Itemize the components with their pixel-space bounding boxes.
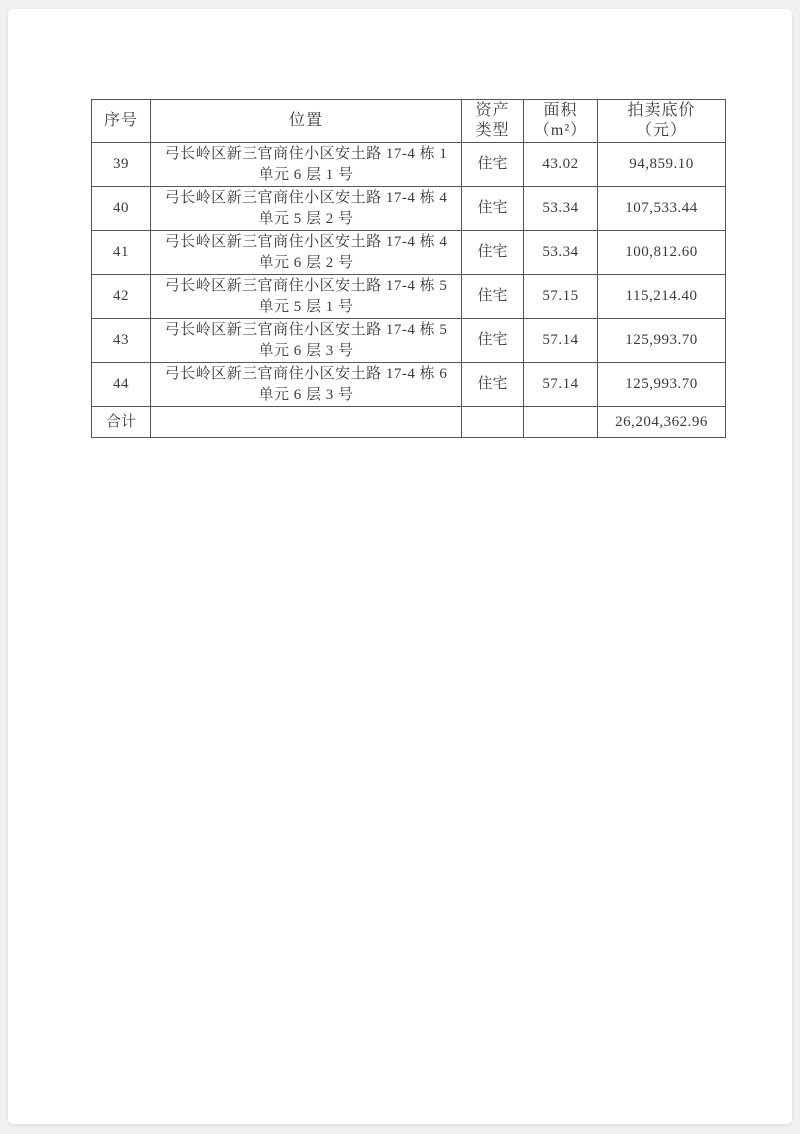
cell-index: 42 — [92, 275, 151, 319]
location-line1: 弓长岭区新三官商住小区安土路 17-4 栋 6 — [164, 366, 448, 383]
cell-area: 57.15 — [524, 275, 598, 319]
cell-price: 94,859.10 — [598, 143, 726, 187]
cell-price: 107,533.44 — [598, 187, 726, 231]
cell-location — [151, 363, 462, 407]
table-total-row — [92, 407, 726, 438]
table-row — [92, 319, 726, 363]
cell-area: 53.34 — [524, 231, 598, 275]
table-header-row — [92, 100, 726, 143]
total-price: 26,204,362.96 — [598, 407, 726, 438]
col-header-asset-type-line1: 资产 — [475, 102, 510, 119]
location-line2: 单元 6 层 2 号 — [258, 254, 354, 271]
table-row — [92, 363, 726, 407]
location-line1: 弓长岭区新三官商住小区安土路 17-4 栋 4 — [164, 190, 448, 207]
cell-asset-type: 住宅 — [462, 363, 524, 407]
cell-index: 40 — [92, 187, 151, 231]
asset-auction-table — [91, 99, 726, 438]
cell-location — [151, 231, 462, 275]
cell-index: 43 — [92, 319, 151, 363]
table-row — [92, 187, 726, 231]
cell-location — [151, 143, 462, 187]
location-line2: 单元 6 层 1 号 — [258, 166, 354, 183]
cell-price: 115,214.40 — [598, 275, 726, 319]
cell-area: 57.14 — [524, 363, 598, 407]
location-line2: 单元 5 层 1 号 — [258, 298, 354, 315]
col-header-area — [524, 100, 598, 143]
cell-asset-type: 住宅 — [462, 319, 524, 363]
location-line2: 单元 6 层 3 号 — [258, 386, 354, 403]
document-page — [8, 9, 792, 1124]
location-line1: 弓长岭区新三官商住小区安土路 17-4 栋 5 — [164, 278, 448, 295]
col-header-price — [598, 100, 726, 143]
cell-index: 39 — [92, 143, 151, 187]
cell-index: 41 — [92, 231, 151, 275]
total-location-empty — [151, 407, 462, 438]
cell-area: 43.02 — [524, 143, 598, 187]
cell-area: 53.34 — [524, 187, 598, 231]
col-header-area-line2: （m²） — [533, 122, 588, 139]
location-line2: 单元 6 层 3 号 — [258, 342, 354, 359]
table-row — [92, 143, 726, 187]
cell-index: 44 — [92, 363, 151, 407]
col-header-price-line1: 拍卖底价 — [627, 102, 696, 119]
location-line1: 弓长岭区新三官商住小区安土路 17-4 栋 4 — [164, 234, 448, 251]
cell-asset-type: 住宅 — [462, 231, 524, 275]
location-line2: 单元 5 层 2 号 — [258, 210, 354, 227]
col-header-location: 位置 — [151, 100, 462, 143]
total-label: 合计 — [92, 407, 151, 438]
table-row — [92, 231, 726, 275]
table-row — [92, 275, 726, 319]
cell-asset-type: 住宅 — [462, 275, 524, 319]
cell-area: 57.14 — [524, 319, 598, 363]
cell-price: 125,993.70 — [598, 363, 726, 407]
col-header-index: 序号 — [92, 100, 151, 143]
col-header-asset-type-line2: 类型 — [475, 122, 510, 139]
cell-price: 125,993.70 — [598, 319, 726, 363]
cell-asset-type: 住宅 — [462, 187, 524, 231]
cell-location — [151, 275, 462, 319]
cell-price: 100,812.60 — [598, 231, 726, 275]
col-header-area-line1: 面积 — [543, 102, 578, 119]
location-line1: 弓长岭区新三官商住小区安土路 17-4 栋 5 — [164, 322, 448, 339]
location-line1: 弓长岭区新三官商住小区安土路 17-4 栋 1 — [164, 146, 448, 163]
cell-asset-type: 住宅 — [462, 143, 524, 187]
cell-location — [151, 187, 462, 231]
col-header-price-line2: （元） — [635, 122, 687, 139]
cell-location — [151, 319, 462, 363]
col-header-asset-type — [462, 100, 524, 143]
total-asset-type-empty — [462, 407, 524, 438]
total-area-empty — [524, 407, 598, 438]
